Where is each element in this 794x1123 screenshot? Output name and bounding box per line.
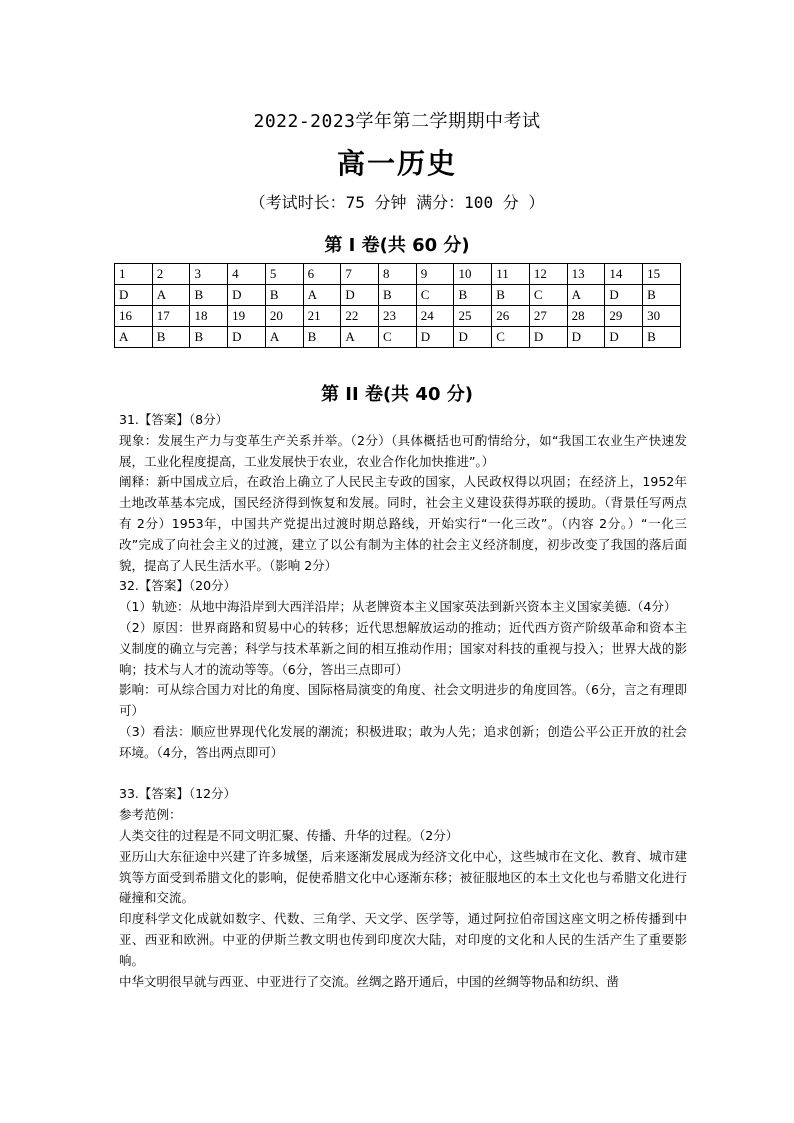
question-number-row <box>115 264 681 285</box>
question-number-cell: 25 <box>454 306 492 327</box>
question-number-cell: 11 <box>492 264 530 285</box>
question-number-cell: 19 <box>228 306 266 327</box>
answer-letter-row <box>115 285 681 306</box>
question-number-cell: 12 <box>529 264 567 285</box>
answer-letter-cell: B <box>190 327 228 348</box>
q33-india: 印度科学文化成就如数字、代数、三角学、天文学、医学等，通过阿拉伯帝国这座文明之桥传播到中亚、西亚和欧洲。中亚的伊斯兰教文明也传到印度次大陆，对印度的文化和人民的生活产生了重要影响。 <box>119 911 687 968</box>
q31-phenomenon: 现象：发展生产力与变革生产关系并举。（2分）（具体概括也可酌情给分，如“我国工农业生产快速发展，工业化程度提高，工业发展快于农业，农业合作化加快推进”。） <box>119 432 687 469</box>
exam-year-title: 2022-2023学年第二学期期中考试 <box>253 111 541 132</box>
answer-letter-cell: D <box>605 327 643 348</box>
question-number-cell: 20 <box>265 306 303 327</box>
answer-explanations <box>119 410 687 992</box>
answer-letter-cell: A <box>303 285 341 306</box>
question-number-cell: 21 <box>303 306 341 327</box>
answer-letter-cell: D <box>228 327 266 348</box>
q33-sample-label: 参考范例： <box>119 807 182 823</box>
q33-heading: 33.【答案】（12分） <box>119 786 237 802</box>
answer-letter-cell: D <box>228 285 266 306</box>
answer-letter-cell: D <box>416 327 454 348</box>
answer-letter-cell: B <box>379 285 417 306</box>
answer-letter-cell: B <box>643 327 681 348</box>
answer-letter-cell: D <box>115 285 153 306</box>
answer-letter-cell: D <box>454 327 492 348</box>
q31-heading: 31.【答案】（8分） <box>119 412 229 427</box>
question-number-cell: 2 <box>152 264 190 285</box>
question-number-cell: 26 <box>492 306 530 327</box>
answer-letter-cell: D <box>529 327 567 348</box>
answer-letter-row <box>115 327 681 348</box>
answer-letter-cell: B <box>190 285 228 306</box>
question-number-cell: 3 <box>190 264 228 285</box>
question-number-cell: 10 <box>454 264 492 285</box>
q32-part2-impact: 影响：可从综合国力对比的角度、国际格局演变的角度、社会文明进步的角度回答。（6分，言之有理即可） <box>119 682 687 719</box>
q33-alexander: 亚历山大东征途中兴建了许多城堡，后来逐渐发展成为经济文化中心，这些城市在文化、教育、城市建筑等方面受到希腊文化的影响，促使希腊文化中心逐渐东移；被征服地区的本土文化也与希腊文化进行碰撞和交流。 <box>119 848 687 906</box>
q33-china: 中华文明很早就与西亚、中亚进行了交流。丝绸之路开通后，中国的丝绸等物品和纺织、凿 <box>119 973 620 989</box>
question-number-cell: 9 <box>416 264 454 285</box>
question-number-cell: 27 <box>529 306 567 327</box>
answer-letter-cell: A <box>115 327 153 348</box>
question-number-cell: 1 <box>115 264 153 285</box>
answer-letter-cell: B <box>265 285 303 306</box>
question-number-cell: 24 <box>416 306 454 327</box>
question-number-cell: 5 <box>265 264 303 285</box>
question-number-cell: 28 <box>567 306 605 327</box>
question-number-cell: 15 <box>643 264 681 285</box>
section-2-title: 第 II 卷(共 40 分) <box>321 384 473 405</box>
exam-subject-title: 高一历史 <box>336 147 457 180</box>
answer-letter-cell: B <box>643 285 681 306</box>
answer-letter-cell: C <box>379 327 417 348</box>
answer-key-table <box>114 263 681 348</box>
question-number-cell: 29 <box>605 306 643 327</box>
section-1-title: 第 I 卷(共 60 分) <box>324 235 470 256</box>
question-number-cell: 17 <box>152 306 190 327</box>
answer-letter-cell: D <box>567 327 605 348</box>
answer-letter-cell: A <box>152 285 190 306</box>
q32-heading: 32.【答案】（20分） <box>119 578 237 594</box>
spacer <box>119 764 687 785</box>
q32-part1: （1）轨迹：从地中海沿岸到大西洋沿岸；从老牌资本主义国家英法到新兴资本主义国家美德.（4分） <box>119 599 677 615</box>
question-number-cell: 7 <box>341 264 379 285</box>
answer-letter-cell: D <box>605 285 643 306</box>
question-number-cell: 16 <box>115 306 153 327</box>
question-number-cell: 18 <box>190 306 228 327</box>
question-number-cell: 6 <box>303 264 341 285</box>
answer-letter-cell: B <box>454 285 492 306</box>
answer-letter-cell: B <box>303 327 341 348</box>
answer-letter-cell: C <box>529 285 567 306</box>
answer-letter-cell: A <box>265 327 303 348</box>
answer-letter-cell: A <box>567 285 605 306</box>
q31-explanation: 阐释：新中国成立后，在政治上确立了人民民主专政的国家，人民政权得以巩固；在经济上，1952年土地改革基本完成，国民经济得到恢复和发展。同时，社会主义建设获得苏联的援助。（背景任写两点有 2分）1953年，中国共产党提出过渡时期总路线，开始实行“一化三改”。（内容 2分。）“一化三改”完成了向社会主义的过渡，建立了以公有制为主体的社会主义经济制度，初步改变了我国的落后面貌，提高了人民生活水平。（影响 2分） <box>119 474 687 573</box>
q32-part2-reasons: （2）原因：世界商路和贸易中心的转移；近代思想解放运动的推动；近代西方资产阶级革命和资本主义制度的确立与完善；科学与技术革新之间的相互推动作用；国家对科技的重视与投入；世界大战的影响；技术与人才的流动等等。（6分，答出三点即可） <box>119 619 687 677</box>
answer-letter-cell: B <box>152 327 190 348</box>
q32-part3: （3）看法：顺应世界现代化发展的潮流；积极进取；敢为人先；追求创新；创造公平公正开放的社会环境。（4分，答出两点即可） <box>119 723 687 760</box>
q33-thesis: 人类交往的过程是不同文明汇聚、传播、升华的过程。（2分） <box>119 827 459 843</box>
answer-letter-cell: D <box>341 285 379 306</box>
exam-info-line: （考试时长：75 分钟 满分：100 分 ） <box>249 193 545 212</box>
answer-letter-cell: A <box>341 327 379 348</box>
question-number-cell: 22 <box>341 306 379 327</box>
question-number-cell: 14 <box>605 264 643 285</box>
answer-letter-cell: B <box>492 285 530 306</box>
question-number-cell: 8 <box>379 264 417 285</box>
question-number-cell: 23 <box>379 306 417 327</box>
question-number-cell: 30 <box>643 306 681 327</box>
question-number-cell: 13 <box>567 264 605 285</box>
question-number-cell: 4 <box>228 264 266 285</box>
answer-letter-cell: C <box>492 327 530 348</box>
question-number-row <box>115 306 681 327</box>
answer-letter-cell: C <box>416 285 454 306</box>
